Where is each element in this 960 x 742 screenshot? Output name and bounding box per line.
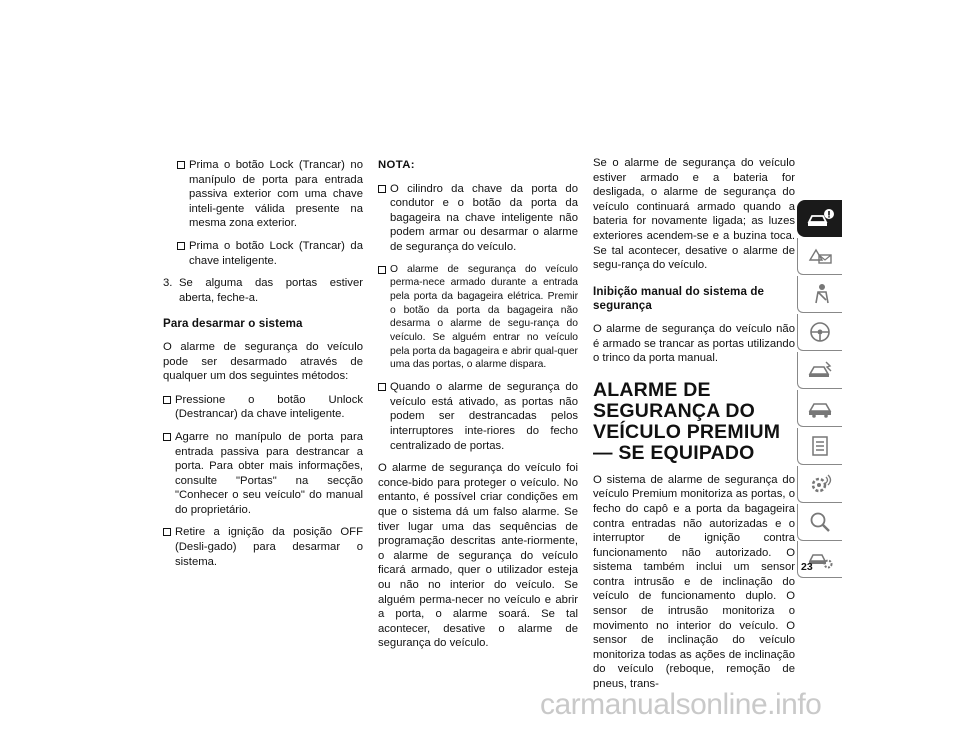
note-label: NOTA:: [378, 159, 415, 171]
checkbox-bullet-icon: [378, 185, 386, 193]
checklist-icon: [806, 434, 834, 458]
checkbox-bullet-icon: [163, 396, 171, 404]
paragraph: O alarme de segurança do veículo não é armado se trancar as portas utilizando o trinco da porta manual.: [593, 322, 795, 365]
section-heading-manual: Inibição manual do sistema de segurança: [593, 284, 765, 313]
checkbox-bullet-icon: [177, 242, 185, 250]
list-item: Agarre no manípulo de porta para entrada passiva para destrancar a porta. Para obter mais informações, consulte "Portas" na secção "Conhecer o seu veículo" do manual do proprietário.: [163, 430, 363, 518]
checkbox-bullet-icon: [378, 383, 386, 391]
numbered-step: 3. Se alguma das portas estiver aberta, feche-a.: [163, 277, 363, 304]
car-service-icon: [806, 396, 834, 420]
section-heading-disarm: Para desarmar o sistema: [163, 317, 303, 331]
list-item: Pressione o botão Unlock (Destrancar) da chave inteligente.: [163, 393, 363, 422]
magnifier-icon: [806, 510, 834, 534]
paragraph: Se o alarme de segurança do veículo estiver armado e a bateria for desligada, o alarme de segurança do veículo continuará armado quando a bateria for novamente ligada; as luzes exteriores acendem-se e a buzina toca. Se tal acontecer, desative o alarme de segu-rança do veículo.: [593, 157, 795, 272]
gear-audio-icon: [806, 472, 834, 496]
list-item: Prima o botão Lock (Trancar) da chave inteligente.: [177, 239, 363, 268]
column-left: [163, 158, 363, 577]
tab-warnings[interactable]: [797, 238, 842, 275]
page-number: 23: [801, 561, 813, 573]
watermark: carmanualsonline.info: [540, 688, 822, 721]
tab-safety[interactable]: [797, 276, 842, 313]
checkbox-bullet-icon: [163, 433, 171, 441]
list-item: Quando o alarme de segurança do veículo está ativado, as portas não podem ser destrancadas pelos interruptores inte-riores do fecho centralizado de portas.: [378, 380, 578, 453]
list-item: O alarme de segurança do veículo perma-nece armado durante a entrada pela porta da bagageira elétrica. Premir o botão da porta da bagageira não desarma o alarme de segu-rança do veículo. Se alguém entrar no veículo pela porta da bagageira e abrir qual-quer uma das portas, o alarme dispara.: [378, 263, 578, 373]
list-item: Retire a ignição da posição OFF (Desli-gado) para desarmar o sistema.: [163, 525, 363, 569]
mail-warning-icon: [806, 244, 834, 268]
car-crash-icon: [806, 358, 834, 382]
paragraph: O alarme de segurança do veículo foi conce-bido para proteger o veículo. No entanto, é possível criar condições em que o sistema dá um falso alarme. Se tiver lugar uma das sequências de programação descritas ante-riormente, o alarme de segurança do veículo ficará armado, quer o utilizador esteja ou não no interior do veículo. Se alguém perma-necer no veículo e abrir a porta, o alarme soará. Se tal acontecer, desative o alarme de segurança do veículo.: [378, 462, 578, 650]
tab-emergency[interactable]: [797, 352, 842, 389]
steering-wheel-icon: [806, 320, 834, 344]
tab-driving[interactable]: [797, 314, 842, 351]
column-right: [593, 156, 795, 701]
checkbox-bullet-icon: [163, 528, 171, 536]
paragraph: O sistema de alarme de segurança do veículo Premium monitoriza as portas, o fecho do capô e a porta da bagageira contra entradas não autorizadas e o interruptor de ignição contra funcionamento não autorizado. O sistema também inclui um sensor contra intrusão e de inclinação do veículo de funcionamento duplo. O sensor de intrusão monitoriza o movimento no interior do veículo. O sensor de inclinação do veículo monitoriza todas as ações de inclinação do veículo (reboque, remoção de pneus, trans-: [593, 473, 795, 691]
checkbox-bullet-icon: [177, 161, 185, 169]
car-info-icon: [806, 207, 834, 231]
tab-specifications[interactable]: [797, 428, 842, 465]
list-item: O cilindro da chave da porta do condutor e o botão da porta da bagageira na chave inteligente não podem armar ou desarmar o alarme de segurança do veículo.: [378, 182, 578, 255]
checkbox-bullet-icon: [378, 266, 386, 274]
paragraph: O alarme de segurança do veículo pode ser desarmado através de qualquer um dos seguintes métodos:: [163, 340, 363, 383]
list-item: Prima o botão Lock (Trancar) no manípulo de porta para entrada passiva exterior com uma chave inteli-gente válida presente na mesma zona exterior.: [177, 158, 363, 231]
tab-service[interactable]: [797, 390, 842, 427]
tab-multimedia[interactable]: [797, 466, 842, 503]
step-number: 3.: [163, 277, 173, 290]
tab-index[interactable]: [797, 504, 842, 541]
column-middle: [378, 158, 578, 660]
section-title-premium: ALARME DE SEGURANÇA DO VEÍCULO PREMIUM — SE EQUIPADO: [593, 378, 781, 464]
person-seatbelt-icon: [806, 282, 834, 306]
tab-car-info[interactable]: [797, 200, 842, 237]
